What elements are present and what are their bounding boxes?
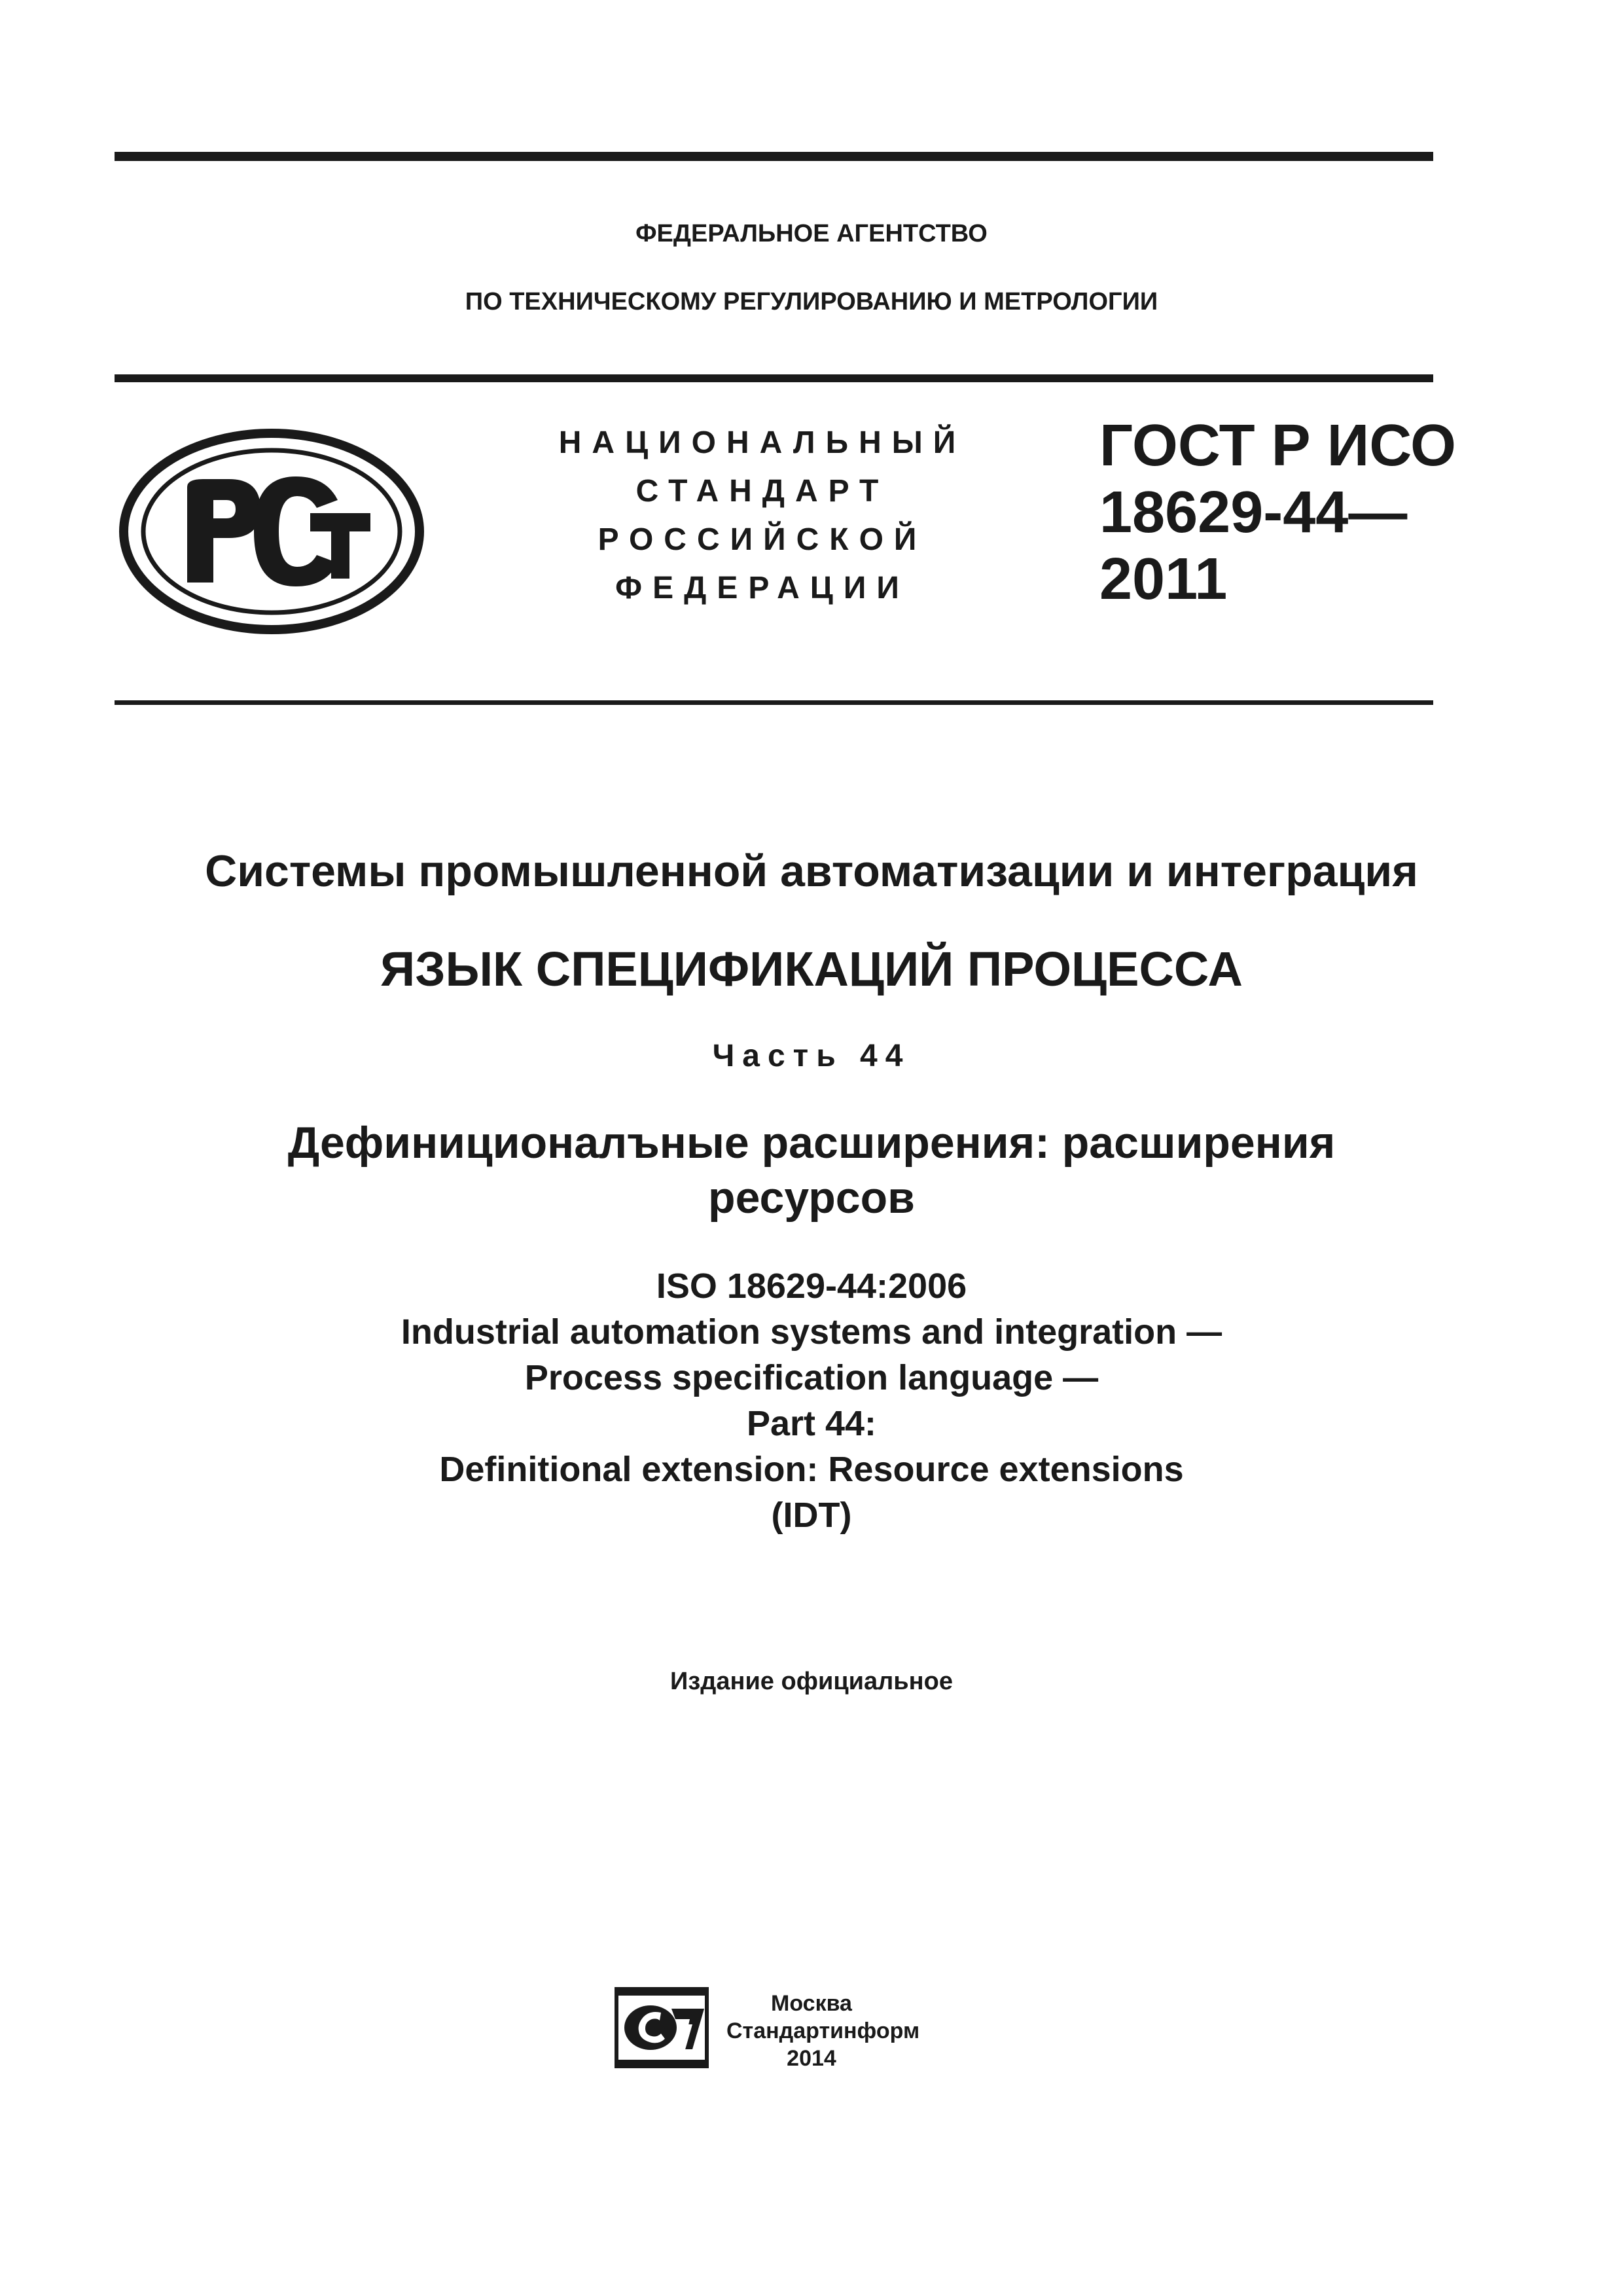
iso-line-3: Process specification language — xyxy=(524,1358,1099,1397)
edition-label: Издание официальное xyxy=(670,1668,953,1695)
standard-number-line-2: 18629-44— xyxy=(1099,480,1408,545)
subtitle-line-1: Дефиниционалъные расширения: расширения xyxy=(287,1118,1336,1168)
lower-rule xyxy=(115,700,1433,705)
publisher-city: Москва xyxy=(771,1991,852,2016)
iso-line-4: Part 44: xyxy=(746,1404,877,1443)
national-line-1: НАЦИОНАЛЬНЫЙ xyxy=(558,425,967,460)
standard-number xyxy=(1099,412,1457,613)
agency-line-2: ПО ТЕХНИЧЕСКОМУ РЕГУЛИРОВАНИЮ И МЕТРОЛОГИИ xyxy=(465,288,1158,315)
series-title: Системы промышленной автоматизации и интеграция xyxy=(205,846,1418,896)
iso-line-5: Definitional extension: Resource extensions xyxy=(439,1450,1184,1489)
publisher-block xyxy=(726,1990,920,2072)
subtitle-line-2: ресурсов xyxy=(708,1173,915,1223)
main-title: ЯЗЫК СПЕЦИФИКАЦИЙ ПРОЦЕССА xyxy=(380,942,1243,996)
standard-number-line-1: ГОСТ Р ИСО xyxy=(1099,413,1457,478)
national-line-4: ФЕДЕРАЦИИ xyxy=(615,571,910,605)
national-standard-label xyxy=(553,419,972,613)
mid-rule xyxy=(115,374,1433,382)
standartinform-logo-icon xyxy=(614,1986,709,2072)
standard-number-line-3: 2011 xyxy=(1099,547,1228,612)
part-label: Часть 44 xyxy=(712,1039,911,1073)
publisher-name: Стандартинформ xyxy=(726,2018,920,2043)
national-line-2: СТАНДАРТ xyxy=(635,474,889,509)
publisher-year: 2014 xyxy=(787,2046,836,2071)
top-rule xyxy=(115,152,1433,161)
iso-line-1: ISO 18629-44:2006 xyxy=(656,1266,967,1306)
national-line-3: РОССИЙСКОЙ xyxy=(597,522,927,557)
iso-line-6: (IDT) xyxy=(771,1496,852,1535)
agency-line-1: ФЕДЕРАЛЬНОЕ АГЕНТСТВО xyxy=(635,220,988,247)
rst-logo-icon xyxy=(116,427,427,636)
iso-line-2: Industrial automation systems and integration — xyxy=(401,1312,1222,1352)
